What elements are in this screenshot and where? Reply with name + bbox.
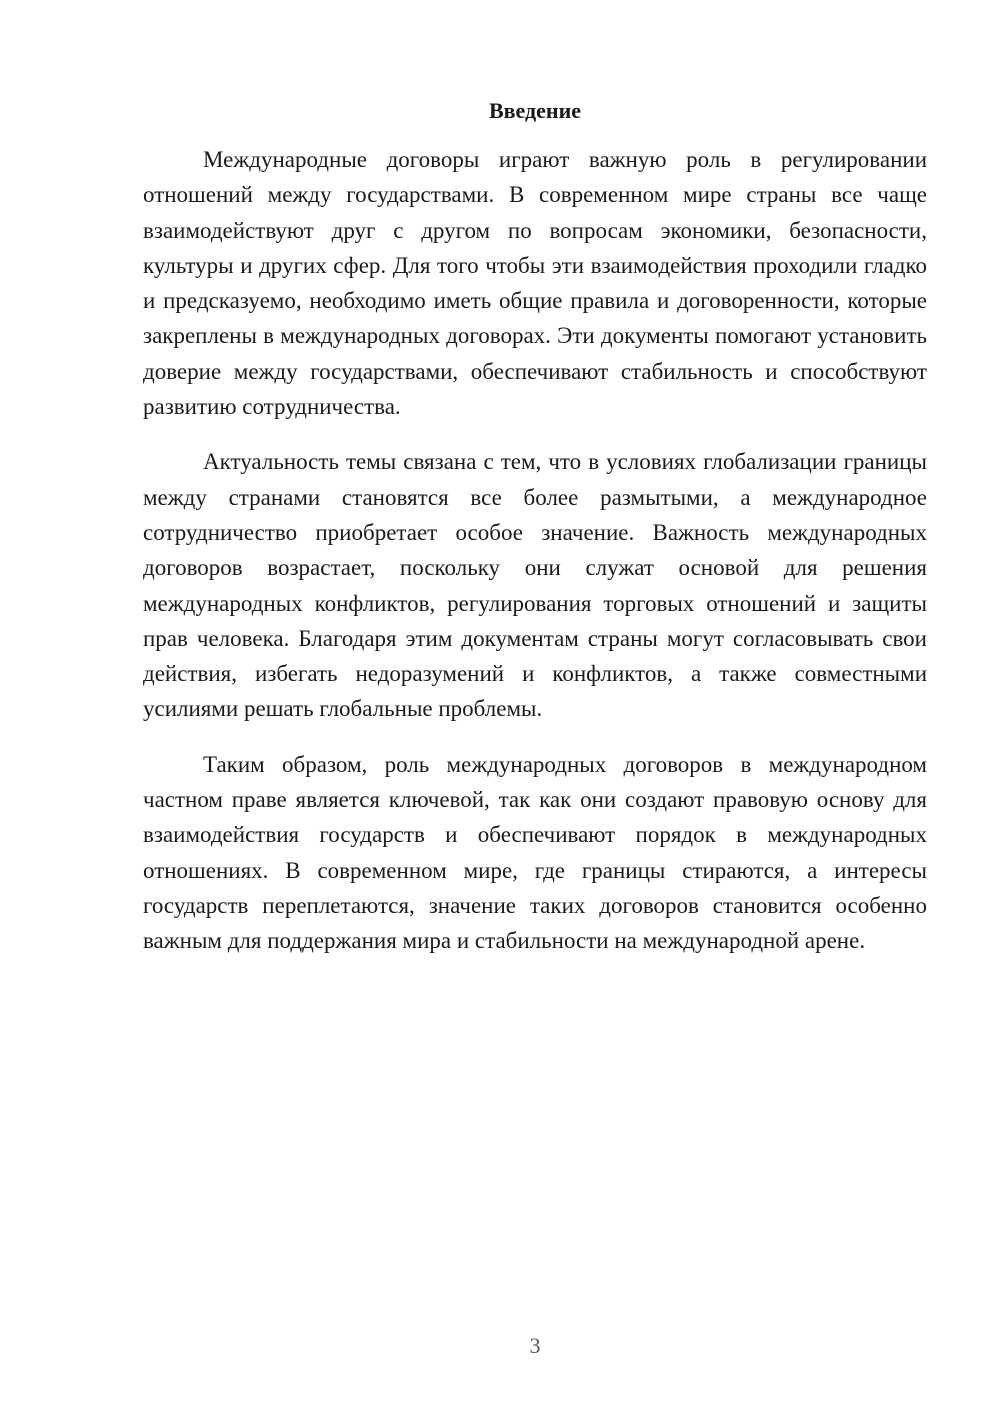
section-title: Введение xyxy=(488,98,582,123)
paragraph-relevance: Актуальность темы связана с тем, что в условиях глобализации границы между странами становятся все более размытыми, а международное сотрудничество приобретает особое значение. Важность международных договоров возрастает, поскольку они служат основой для решения международных конфликтов, регулирования торговых отношений и защиты прав человека. Благодаря этим документам страны могут согласовывать свои действия, избегать недоразумений и конфликтов, а также совместными усилиями решать глобальные проблемы. xyxy=(143,449,927,722)
paragraph-conclusion: Таким образом, роль международных договоров в международном частном праве является ключевой, так как они создают правовую основу для взаимодействия государств и обеспечивают порядок в международных отношениях. В современном мире, где границы стираются, а интересы государств переплетаются, значение таких договоров становится особенно важным для поддержания мира и стабильности на международной арене. xyxy=(143,751,927,954)
page-number: 3 xyxy=(529,1333,541,1358)
paragraph-intro: Международные договоры играют важную роль в регулировании отношений между государствами. В современном мире страны все чаще взаимодействуют друг с другом по вопросам экономики, безопасности, культуры и других сфер. Для того чтобы эти взаимодействия проходили гладко и предсказуемо, необходимо иметь общие правила и договоренности, которые закреплены в международных договорах. Эти документы помогают установить доверие между государствами, обеспечивают стабильность и способствуют развитию сотрудничества. xyxy=(143,147,927,420)
body-text xyxy=(143,142,927,979)
